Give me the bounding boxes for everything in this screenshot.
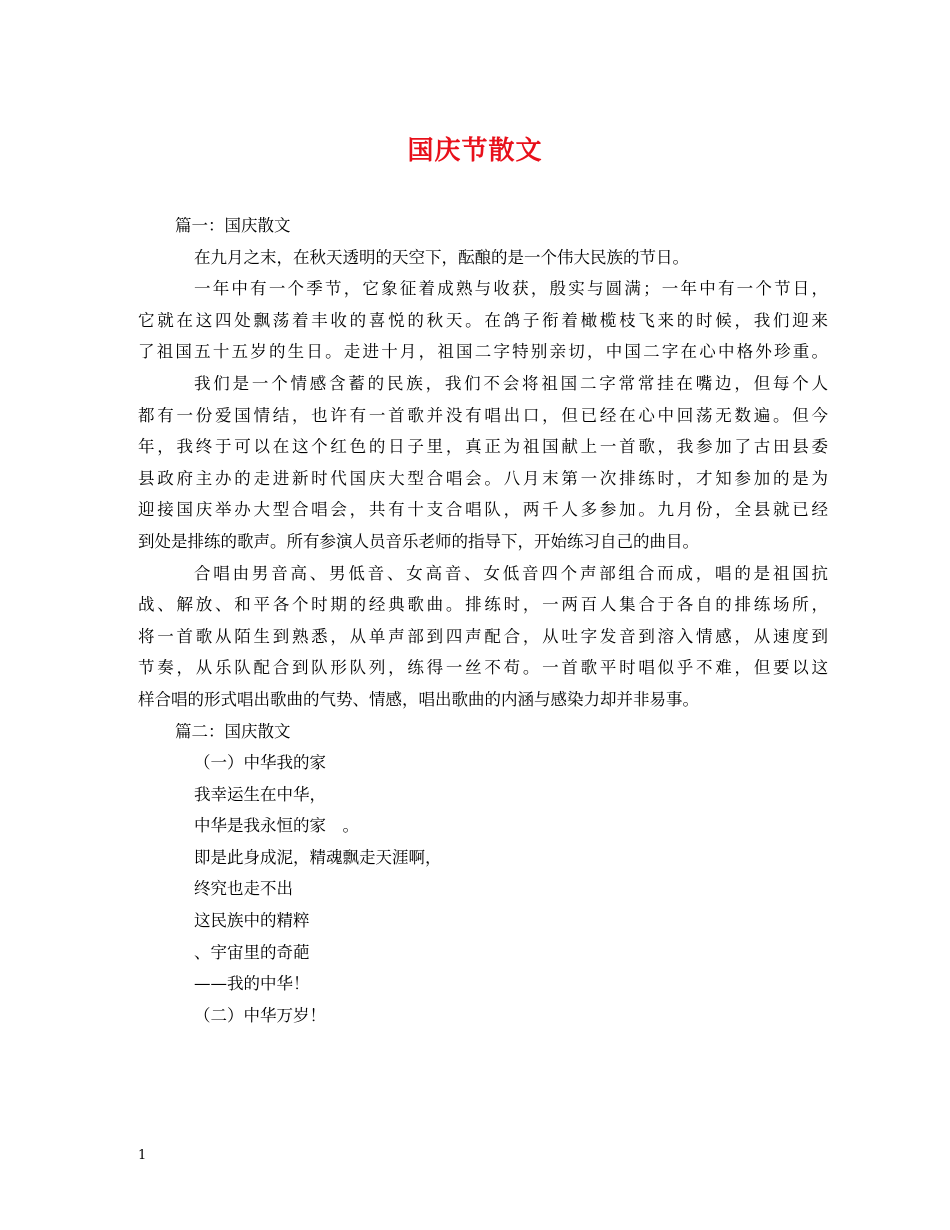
poem-line: （二）中华万岁！ — [194, 1005, 326, 1025]
paragraph-line: 我们是一个情感含蓄的民族，我们不会将祖国二字常常挂在嘴边，但每个人 — [194, 373, 828, 393]
poem-line: 中华是我永恒的家 。 — [194, 816, 359, 836]
paragraph-line: 到处是排练的歌声。所有参演人员音乐老师的指导下，开始练习自己的曲目。 — [138, 531, 699, 551]
paragraph-line: 将一首歌从陌生到熟悉，从单声部到四声配合，从吐字发音到溶入情感，从速度到 — [138, 626, 828, 646]
paragraph-line: 样合唱的形式唱出歌曲的气势、情感，唱出歌曲的内涵与感染力却并非易事。 — [138, 689, 699, 709]
paragraph-line: 迎接国庆举办大型合唱会，共有十支合唱队，两千人多参加。九月份，全县就已经 — [138, 500, 828, 520]
poem-line: ——我的中华！ — [194, 974, 310, 994]
page-title: 国庆节散文 — [407, 136, 543, 166]
paragraph-line: 了祖国五十五岁的生日。走进十月，祖国二字特别亲切，中国二字在心中格外珍重。 — [138, 342, 828, 362]
paragraph-line: 节奏，从乐队配合到队形队列，练得一丝不苟。一首歌平时唱似乎不难，但要以这 — [138, 658, 828, 678]
paragraph-line: 战、解放、和平各个时期的经典歌曲。排练时，一两百人集合于各自的排练场所， — [138, 595, 828, 615]
poem-line: （一）中华我的家 — [194, 753, 326, 773]
section-heading: 篇一：国庆散文 — [175, 216, 291, 235]
poem-line: 我幸运生在中华， — [194, 784, 326, 804]
paragraph-line: 合唱由男音高、男低音、女高音、女低音四个声部组合而成，唱的是祖国抗 — [194, 563, 828, 583]
paragraph-line: 在九月之末，在秋天透明的天空下，酝酿的是一个伟大民族的节日。 — [194, 247, 689, 267]
document-body — [138, 210, 828, 1031]
paragraph-line: 它就在这四处飘荡着丰收的喜悦的秋天。在鸽子衔着橄榄枝飞来的时候，我们迎来 — [138, 310, 828, 330]
poem-line: 终究也走不出 — [194, 879, 293, 899]
paragraph-line: 县政府主办的走进新时代国庆大型合唱会。八月末第一次排练时，才知参加的是为 — [138, 468, 828, 488]
poem-line: 即是此身成泥，精魂飘走天涯啊， — [194, 847, 442, 867]
poem-line: 这民族中的精粹 — [194, 911, 310, 931]
section-heading: 篇二：国庆散文 — [175, 721, 291, 741]
page-number: 1 — [138, 1148, 147, 1163]
poem-line: 、宇宙里的奇葩 — [194, 942, 310, 962]
paragraph-line: 一年中有一个季节，它象征着成熟与收获，殷实与圆满；一年中有一个节日， — [194, 279, 828, 299]
paragraph-line: 年，我终于可以在这个红色的日子里，真正为祖国献上一首歌，我参加了古田县委 — [138, 437, 828, 457]
paragraph-line: 都有一份爱国情结，也许有一首歌并没有唱出口，但已经在心中回荡无数遍。但今 — [138, 405, 828, 425]
